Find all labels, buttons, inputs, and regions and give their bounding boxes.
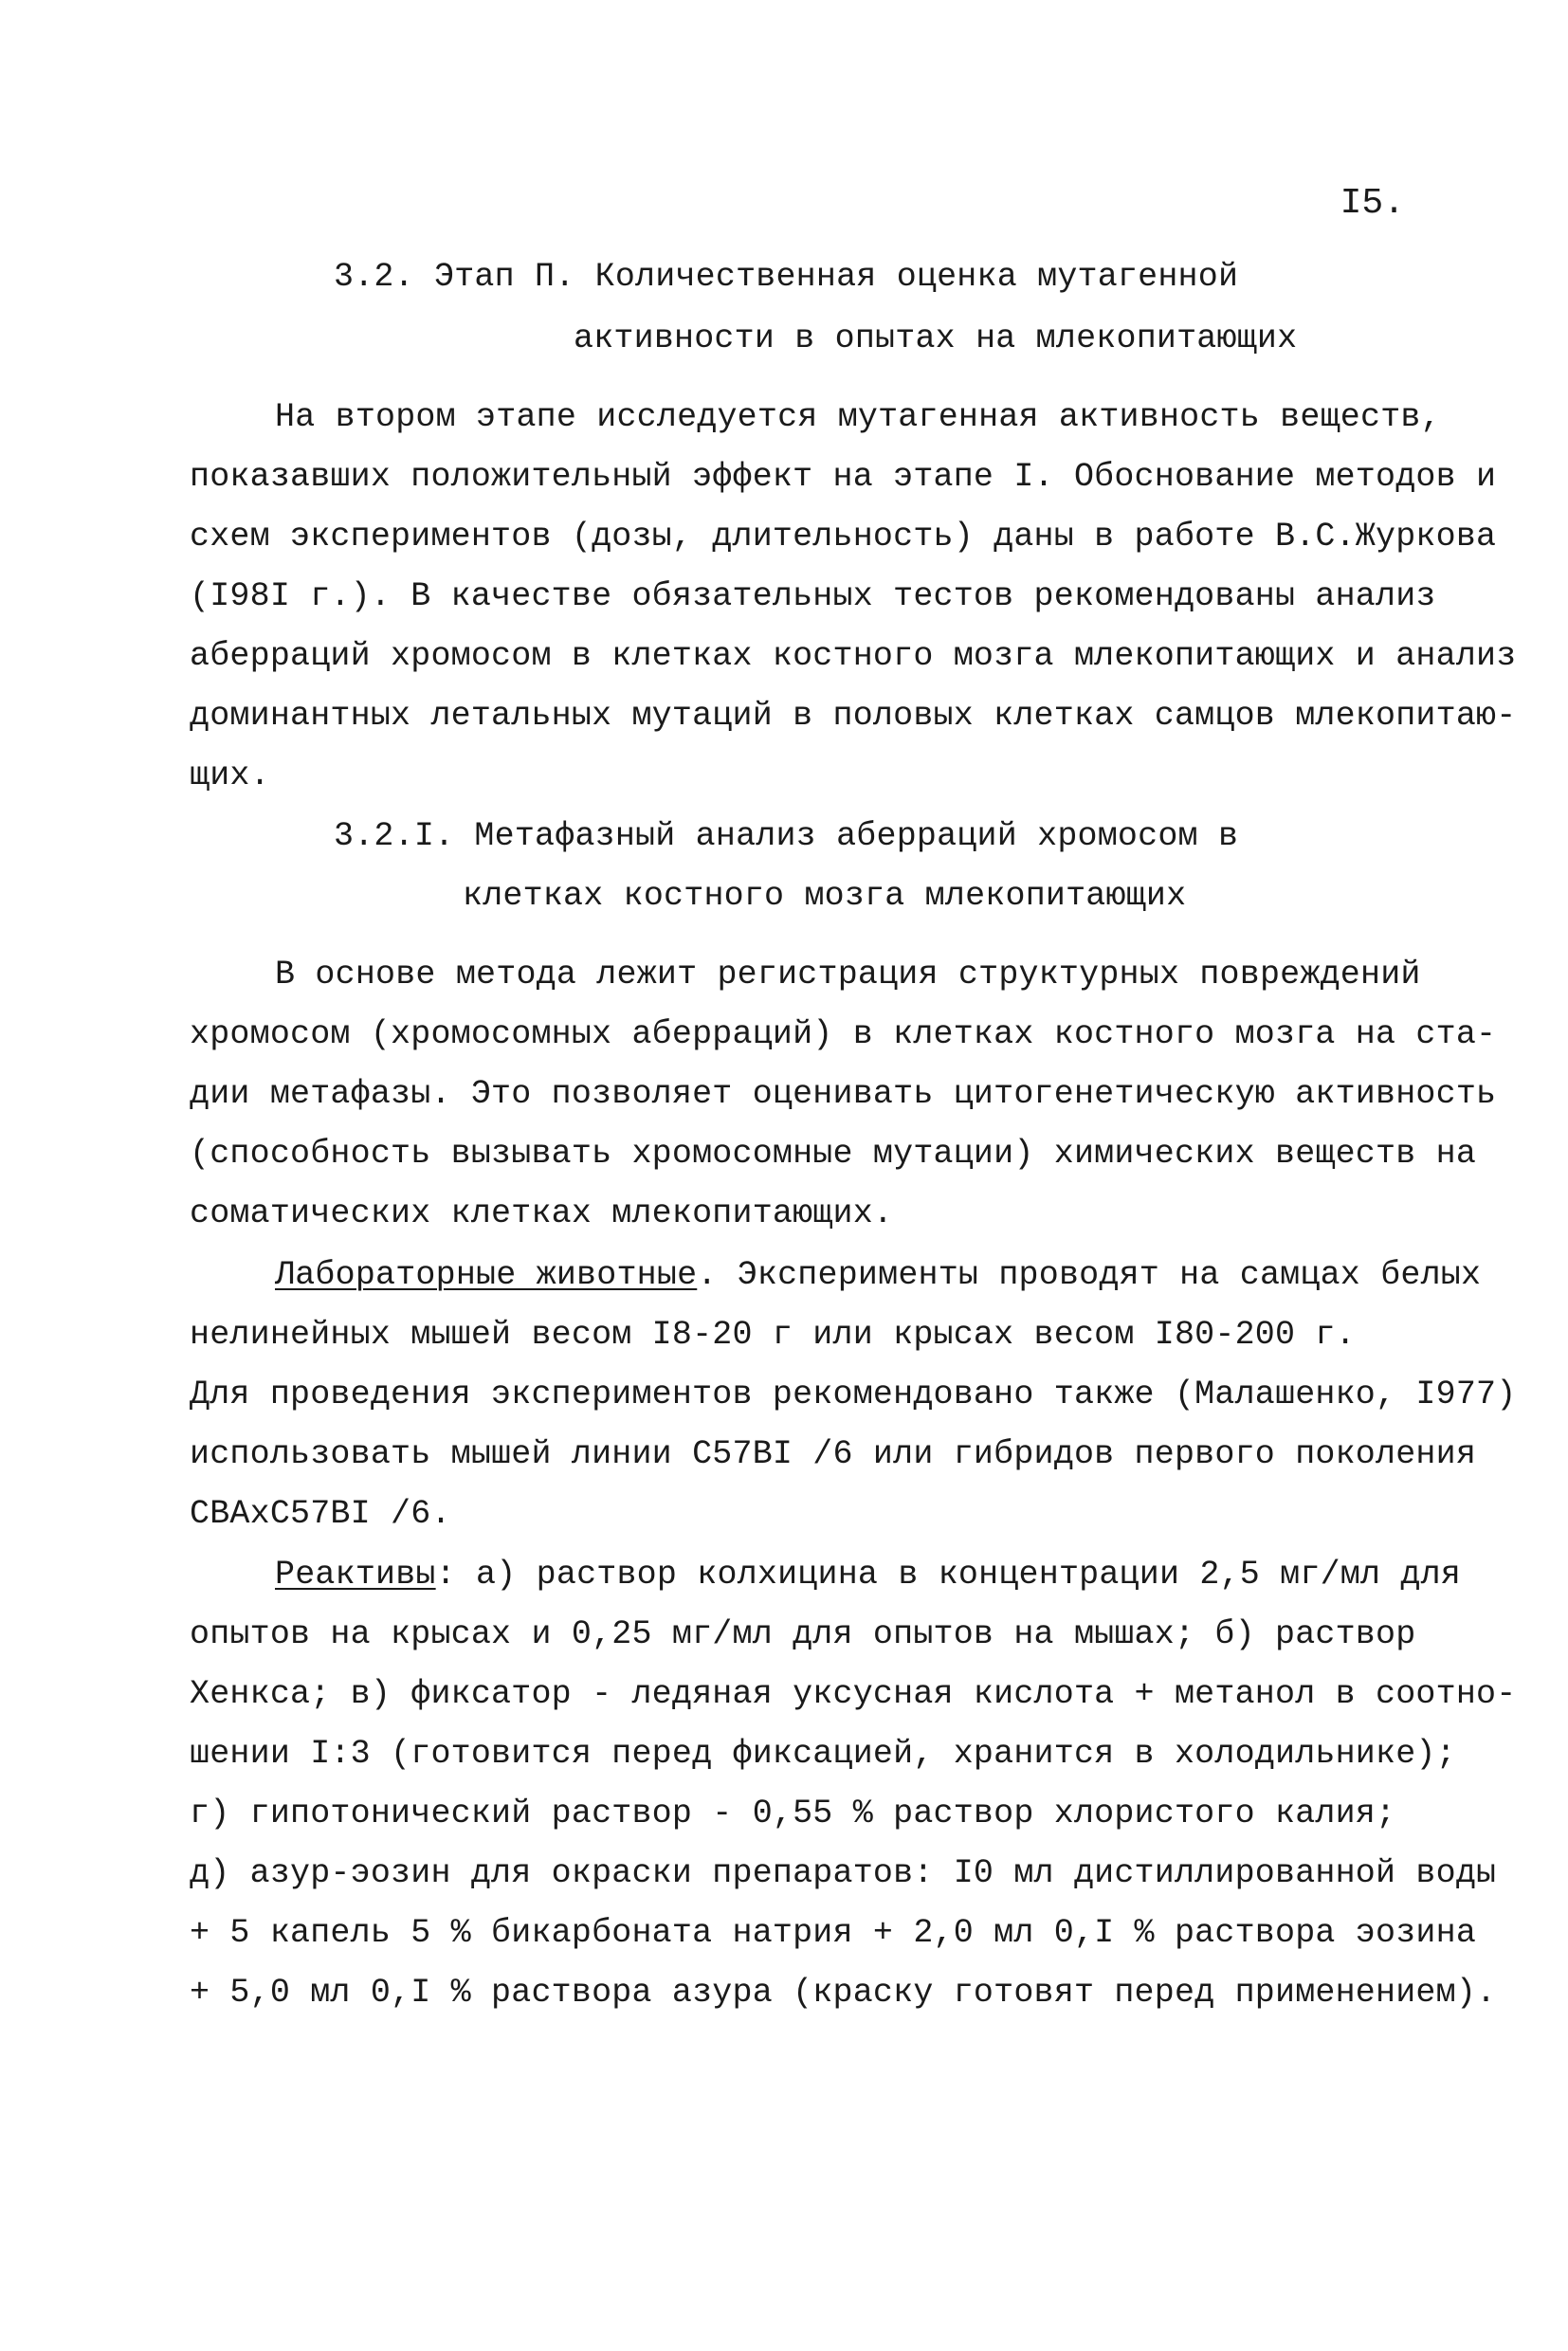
- paragraph-line: + 5,0 мл 0,I % раствора азура (краску готовят перед применением).: [190, 1974, 1497, 2012]
- paragraph-line: (I98I г.). В качестве обязательных тестов рекомендованы анализ: [190, 577, 1436, 615]
- paragraph-line: соматических клетках млекопитающих.: [190, 1194, 894, 1232]
- reagents-line1-text: : а) раствор колхицина в концентрации 2,5 мг/мл для: [435, 1556, 1462, 1594]
- paragraph-line: схем экспериментов (дозы, длительность) даны в работе В.С.Журкова: [190, 518, 1497, 556]
- animals-label: Лабораторные животные: [275, 1256, 698, 1294]
- section-3-2-heading-line2: активности в опытах на млекопитающих: [574, 319, 1298, 357]
- paragraph-line: На втором этапе исследуется мутагенная активность веществ,: [275, 398, 1441, 436]
- animals-first-line: [275, 1254, 1481, 1296]
- paragraph-line: Для проведения экспериментов рекомендовано также (Малашенко, I977): [190, 1376, 1517, 1413]
- paragraph-line: Хенкса; в) фиксатор - ледяная уксусная кислота + метанол в соотно-: [190, 1675, 1517, 1713]
- section-3-2-1-heading-line2: клетках костного мозга млекопитающих: [463, 877, 1187, 915]
- paragraph-line: доминантных летальных мутаций в половых клетках самцов млекопитаю-: [190, 697, 1517, 735]
- paragraph-line: CBAxC57BI /6.: [190, 1495, 451, 1533]
- section-3-2-heading-line1: 3.2. Этап П. Количественная оценка мутагенной: [334, 258, 1239, 296]
- paragraph-line: д) азур-эозин для окраски препаратов: I0 мл дистиллированной воды: [190, 1854, 1497, 1892]
- paragraph-line: г) гипотонический раствор - 0,55 % раствор хлористого калия;: [190, 1795, 1396, 1832]
- paragraph-line: хромосом (хромосомных аберраций) в клетках костного мозга на ста-: [190, 1015, 1497, 1053]
- paragraph-line: шении I:3 (готовится перед фиксацией, хранится в холодильнике);: [190, 1735, 1456, 1773]
- paragraph-line: использовать мышей линии С57BI /6 или гибридов первого поколения: [190, 1435, 1477, 1473]
- section-3-2-1-heading-line1: 3.2.I. Метафазный анализ аберраций хромосом в: [334, 817, 1239, 855]
- paragraph-line: опытов на крысах и 0,25 мг/мл для опытов на мышах; б) раствор: [190, 1615, 1416, 1653]
- paragraph-line: В основе метода лежит регистрация структурных повреждений: [275, 956, 1421, 993]
- page-number: I5.: [1340, 183, 1405, 224]
- paragraph-line: нелинейных мышей весом I8-20 г или крысах весом I80-200 г.: [190, 1316, 1356, 1354]
- paragraph-line: аберраций хромосом в клетках костного мозга млекопитающих и анализ: [190, 637, 1517, 675]
- paragraph-line: показавших положительный эффект на этапе I. Обоснование методов и: [190, 458, 1497, 496]
- reagents-first-line: [275, 1554, 1461, 1595]
- paragraph-line: дии метафазы. Это позволяет оценивать цитогенетическую активность: [190, 1075, 1497, 1113]
- reagents-label: Реактивы: [275, 1556, 436, 1594]
- animals-line1-text: . Эксперименты проводят на самцах белых: [697, 1256, 1482, 1294]
- paragraph-line: + 5 капель 5 % бикарбоната натрия + 2,0 мл 0,I % раствора эозина: [190, 1914, 1477, 1952]
- paragraph-line: щих.: [190, 756, 270, 794]
- paragraph-line: (способность вызывать хромосомные мутации) химических веществ на: [190, 1135, 1477, 1173]
